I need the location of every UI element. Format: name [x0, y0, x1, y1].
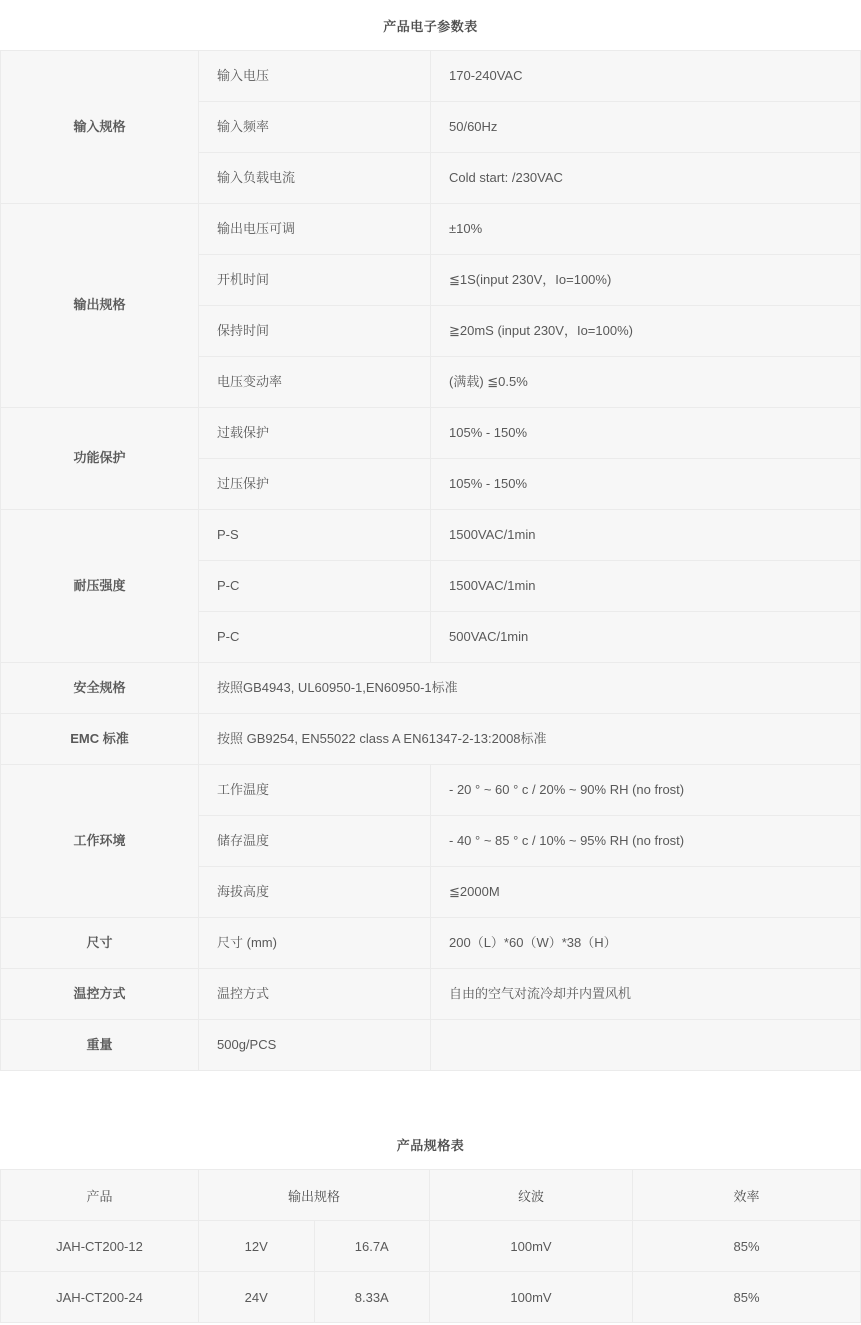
table-row: [1, 1221, 861, 1272]
electronic-table-title: 产品电子参数表: [383, 19, 478, 34]
cell-voltage: 12V: [199, 1221, 315, 1272]
product-spec-table: [0, 1169, 861, 1323]
section-spacer: [0, 1071, 861, 1119]
row-label: 输入频率: [199, 102, 431, 153]
row-value: - 40 ° ~ 85 ° c / 10% ~ 95% RH (no frost): [431, 816, 861, 867]
row-value: ≦2000M: [431, 867, 861, 918]
row-value: 50/60Hz: [431, 102, 861, 153]
row-category: 温控方式: [1, 969, 199, 1020]
row-label: 500g/PCS: [199, 1020, 431, 1071]
row-value: 按照GB4943, UL60950-1,EN60950-1标准: [199, 663, 861, 714]
table-row: [1, 51, 861, 102]
row-label: 海拔高度: [199, 867, 431, 918]
table-row: [1, 1272, 861, 1323]
table-row: [1, 969, 861, 1020]
cell-voltage: 24V: [199, 1272, 315, 1323]
row-value: [431, 1020, 861, 1071]
row-label: 输出电压可调: [199, 204, 431, 255]
table-row: [1, 765, 861, 816]
row-label: P-S: [199, 510, 431, 561]
table-row: [1, 1020, 861, 1071]
row-category: 功能保护: [1, 408, 199, 510]
row-label: 储存温度: [199, 816, 431, 867]
row-value: 1500VAC/1min: [431, 561, 861, 612]
row-category: 耐压强度: [1, 510, 199, 663]
table-row: [1, 510, 861, 561]
row-value: 自由的空气对流冷却并内置风机: [431, 969, 861, 1020]
row-label: 开机时间: [199, 255, 431, 306]
table-header-row: [1, 1170, 861, 1221]
row-category: 输入规格: [1, 51, 199, 204]
cell-product: JAH-CT200-12: [1, 1221, 199, 1272]
column-header-output: 输出规格: [199, 1170, 430, 1221]
table-row: [1, 714, 861, 765]
row-category: 尺寸: [1, 918, 199, 969]
cell-ripple: 100mV: [430, 1221, 633, 1272]
row-label: 工作温度: [199, 765, 431, 816]
row-label: 保持时间: [199, 306, 431, 357]
row-label: 输入负载电流: [199, 153, 431, 204]
column-header-efficiency: 效率: [633, 1170, 861, 1221]
cell-efficiency: 85%: [633, 1221, 861, 1272]
row-category: 安全规格: [1, 663, 199, 714]
cell-ripple: 100mV: [430, 1272, 633, 1323]
row-label: 温控方式: [199, 969, 431, 1020]
column-header-product: 产品: [1, 1170, 199, 1221]
row-value: (满载) ≦0.5%: [431, 357, 861, 408]
row-category: 重量: [1, 1020, 199, 1071]
cell-current: 16.7A: [314, 1221, 430, 1272]
row-label: 过载保护: [199, 408, 431, 459]
row-label: P-C: [199, 561, 431, 612]
column-header-ripple: 纹波: [430, 1170, 633, 1221]
row-label: 输入电压: [199, 51, 431, 102]
cell-efficiency: 85%: [633, 1272, 861, 1323]
table-row: [1, 918, 861, 969]
table-row: [1, 204, 861, 255]
row-label: P-C: [199, 612, 431, 663]
table-row: [1, 663, 861, 714]
cell-current: 8.33A: [314, 1272, 430, 1323]
cell-product: JAH-CT200-24: [1, 1272, 199, 1323]
row-value: Cold start: /230VAC: [431, 153, 861, 204]
row-value: 200（L）*60（W）*38（H）: [431, 918, 861, 969]
row-category: EMC 标准: [1, 714, 199, 765]
row-value: 500VAC/1min: [431, 612, 861, 663]
row-label: 尺寸 (mm): [199, 918, 431, 969]
row-value: ±10%: [431, 204, 861, 255]
row-label: 过压保护: [199, 459, 431, 510]
row-value: 105% - 150%: [431, 459, 861, 510]
row-category: 输出规格: [1, 204, 199, 408]
row-label: 电压变动率: [199, 357, 431, 408]
row-category: 工作环境: [1, 765, 199, 918]
row-value: 105% - 150%: [431, 408, 861, 459]
row-value: 按照 GB9254, EN55022 class A EN61347-2-13:2008标准: [199, 714, 861, 765]
row-value: 1500VAC/1min: [431, 510, 861, 561]
row-value: 170-240VAC: [431, 51, 861, 102]
row-value: - 20 ° ~ 60 ° c / 20% ~ 90% RH (no frost): [431, 765, 861, 816]
table-row: [1, 408, 861, 459]
row-value: ≧20mS (input 230V，Io=100%): [431, 306, 861, 357]
electronic-parameters-table: [0, 50, 861, 1071]
row-value: ≦1S(input 230V，Io=100%): [431, 255, 861, 306]
product-table-title: 产品规格表: [396, 1138, 465, 1153]
